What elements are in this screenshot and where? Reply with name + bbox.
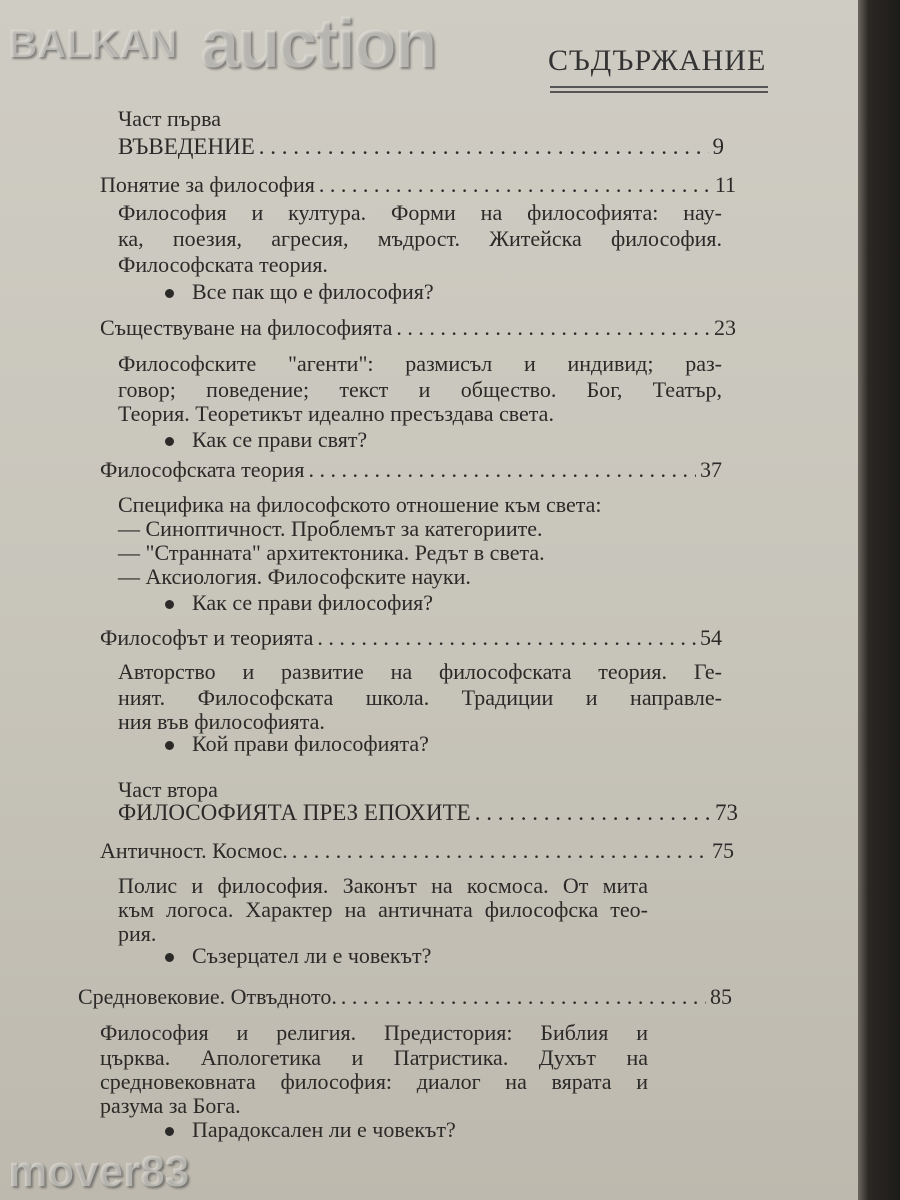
- chapter-question: [165, 279, 434, 305]
- question-text: Съзерцател ли е човекът?: [192, 943, 432, 968]
- title-rule: [550, 91, 768, 93]
- bullet-icon: [165, 600, 174, 609]
- leader-dots: [317, 625, 696, 651]
- chapter-description-line: Специфика на философското отношение към света:: [118, 492, 602, 517]
- contents-title: СЪДЪРЖАНИЕ: [548, 44, 767, 77]
- watermark-text: auction: [200, 4, 435, 82]
- toc-entry-part[interactable]: [118, 134, 724, 160]
- page-number: 23: [714, 315, 736, 340]
- chapter-description-line: разума за Бога.: [100, 1093, 241, 1118]
- chapter-title: Философът и теорията: [100, 625, 314, 650]
- question-text: Кой прави философията?: [192, 731, 429, 756]
- chapter-description-line: Теория. Теоретикът идеално пресъздава света.: [118, 401, 554, 426]
- part-label: Част втора: [118, 777, 218, 802]
- chapter-title: Античност. Космос.: [100, 838, 288, 863]
- bullet-icon: [165, 437, 174, 446]
- chapter-title: Понятие за философия: [100, 172, 315, 197]
- question-text: Как се прави свят?: [192, 427, 368, 452]
- chapter-description-line: говор; поведение; текст и общество. Бог, Театър,: [118, 377, 722, 402]
- bullet-icon: [165, 953, 174, 962]
- toc-entry-chapter[interactable]: [100, 457, 722, 483]
- question-text: Как се прави философия?: [192, 590, 434, 615]
- page-number: 75: [712, 838, 734, 863]
- chapter-question: [165, 427, 367, 453]
- leader-dots: [475, 800, 711, 826]
- chapter-description-line: Философските "агенти": размисъл и индивид; раз-: [118, 351, 722, 376]
- chapter-description-line: средновековната философия: диалог на вярата и: [100, 1069, 648, 1094]
- toc-entry-chapter[interactable]: [78, 984, 732, 1010]
- chapter-description-line: Философия и религия. Предистория: Библия и: [100, 1020, 648, 1045]
- chapter-description-line: Философската теория.: [118, 252, 328, 277]
- toc-entry-chapter[interactable]: [100, 625, 722, 651]
- bullet-icon: [165, 289, 174, 298]
- chapter-description-line: Полис и философия. Законът на космоса. От мита: [118, 873, 648, 898]
- chapter-description-line: — "Странната" архитектоника. Редът в света.: [118, 540, 545, 565]
- bullet-icon: [165, 741, 174, 750]
- chapter-question: [165, 590, 433, 616]
- leader-dots: [308, 457, 696, 483]
- toc-entry-chapter[interactable]: [100, 172, 736, 198]
- toc-entry-chapter[interactable]: [100, 838, 734, 864]
- chapter-question: [165, 731, 429, 757]
- chapter-description-line: — Синоптичност. Проблемът за категориите.: [118, 516, 543, 541]
- leader-dots: [292, 838, 708, 864]
- chapter-description-line: църква. Апологетика и Патристика. Духът на: [100, 1045, 648, 1070]
- question-text: Все пак що е философия?: [192, 279, 434, 304]
- page-number: 11: [714, 172, 736, 197]
- chapter-description-line: ка, поезия, агресия, мъдрост. Житейска философия.: [118, 226, 722, 251]
- chapter-title: Философската теория: [100, 457, 305, 482]
- bullet-icon: [165, 1127, 174, 1136]
- chapter-description-line: ният. Философската школа. Традиции и направле-: [118, 685, 722, 710]
- leader-dots: [396, 315, 710, 341]
- chapter-description-line: ния във философията.: [118, 709, 325, 734]
- part-heading: ВЪВЕДЕНИЕ: [118, 134, 255, 159]
- page-number: 85: [710, 984, 732, 1009]
- leader-dots: [341, 984, 706, 1010]
- page-number: 73: [715, 800, 738, 825]
- chapter-description-line: — Аксиология. Философските науки.: [118, 564, 471, 589]
- watermark-text: BALKAN: [8, 22, 177, 66]
- title-rule: [550, 86, 768, 88]
- page-number: 37: [700, 457, 722, 482]
- toc-entry-part[interactable]: [118, 800, 738, 826]
- toc-entry-chapter[interactable]: [100, 315, 736, 341]
- chapter-description-line: рия.: [118, 921, 157, 946]
- chapter-description-line: Философия и култура. Форми на философията: нау-: [118, 200, 722, 225]
- question-text: Парадоксален ли е човекът?: [192, 1117, 456, 1142]
- chapter-description-line: Авторство и развитие на философската теория. Ге-: [118, 659, 722, 684]
- page-number: 9: [712, 134, 724, 159]
- watermark-text: mover83: [8, 1147, 190, 1196]
- chapter-question: [165, 943, 431, 969]
- page-edge-shadow: [858, 0, 900, 1200]
- chapter-title: Средновековие. Отвъдното.: [78, 984, 337, 1009]
- leader-dots: [319, 172, 711, 198]
- chapter-description-line: към логоса. Характер на античната философска тео-: [118, 897, 648, 922]
- page-number: 54: [700, 625, 722, 650]
- chapter-title: Съществуване на философията: [100, 315, 393, 340]
- chapter-question: [165, 1117, 456, 1143]
- part-heading: ФИЛОСОФИЯТА ПРЕЗ ЕПОХИТЕ: [118, 800, 471, 825]
- part-label: Част първа: [118, 106, 221, 131]
- leader-dots: [259, 134, 709, 160]
